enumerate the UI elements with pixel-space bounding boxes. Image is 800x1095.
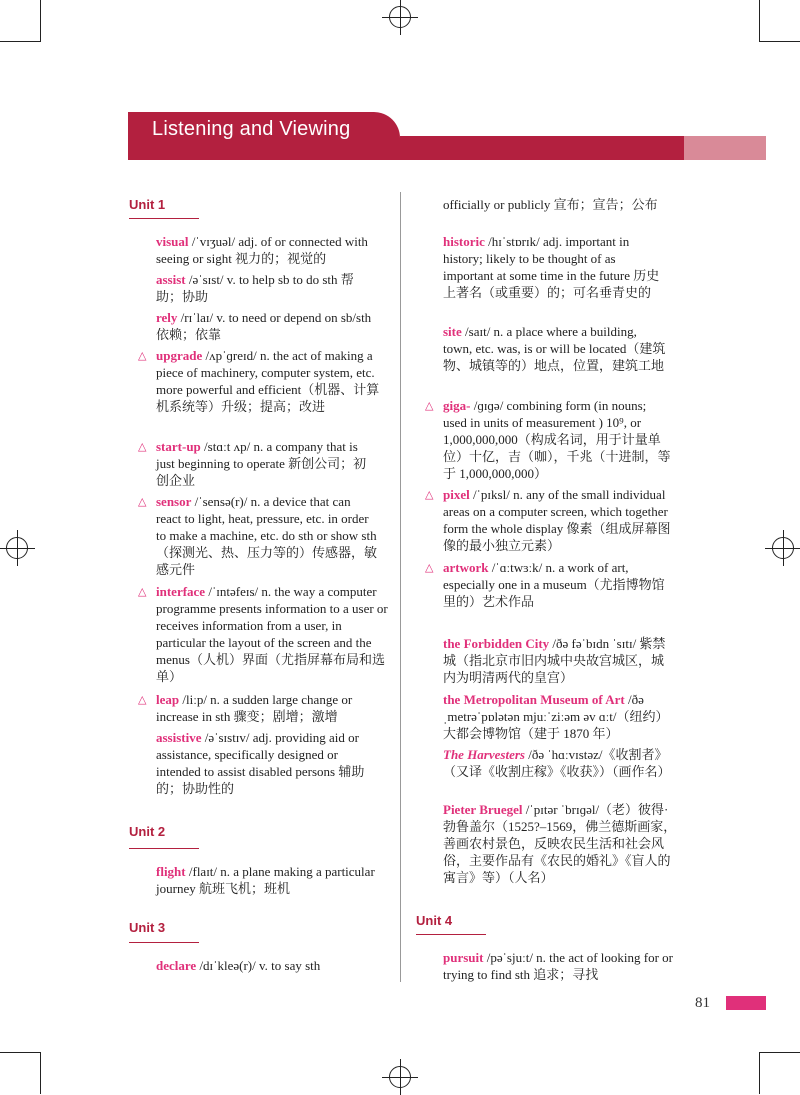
section-title: Listening and Viewing — [152, 118, 351, 140]
headword: upgrade — [156, 348, 203, 363]
headword: assistive — [156, 730, 202, 745]
registration-mark-icon — [389, 6, 411, 28]
unit-underline — [416, 934, 486, 935]
unit-underline — [129, 942, 199, 943]
definition: /ɡɪɡə/ combining form (in nouns; used in units of measurement ) 10⁹, or 1,000,000,000（构成名词，用于计量单位）十亿，吉（咖），千兆（十进制，等于 1,000,000,000） — [443, 398, 671, 481]
vocab-entry-harvesters — [443, 746, 677, 780]
vocab-entry-visual — [156, 233, 378, 267]
definition: /liːp/ n. a sudden large change or increase in sth 骤变；剧增；激增 — [156, 692, 353, 724]
definition: /ˈvɪʒuəl/ adj. of or connected with seeing or sight 视力的；视觉的 — [156, 234, 368, 266]
definition: /ˈɪntəfeɪs/ n. the way a computer programme presents information to a user or receives information from a user, in particular the layout of the screen and the menus（人机）界面（尤指屏幕布局和选单） — [156, 584, 388, 684]
crop-mark — [0, 41, 40, 42]
unit-underline — [129, 218, 199, 219]
vocab-entry-flight — [156, 863, 378, 897]
triangle-marker-icon: △ — [138, 693, 147, 706]
headword: visual — [156, 234, 189, 249]
triangle-marker-icon: △ — [425, 399, 434, 412]
definition: /ðə ˈhɑːvɪstəz/《收割者》（又译《收割庄稼》《收获》）（画作名） — [443, 747, 671, 779]
definition: /ˈsensə(r)/ n. a device that can react to light, heat, pressure, etc. in order to make a machine, etc. do sth or show sth（探测光、热、压力等的）传感器，敏感元件 — [156, 494, 378, 577]
banner-bar — [400, 136, 684, 160]
crop-mark — [759, 0, 760, 42]
column-divider — [400, 192, 401, 982]
unit-heading: Unit 1 — [129, 197, 166, 212]
headword: flight — [156, 864, 186, 879]
headword: artwork — [443, 560, 489, 575]
crop-mark — [760, 1052, 800, 1053]
headword: rely — [156, 310, 178, 325]
crop-mark — [40, 1052, 41, 1094]
unit-heading: Unit 4 — [416, 913, 453, 928]
vocab-entry-assist — [156, 271, 378, 305]
definition: /ðə fəˈbɪdn ˈsɪtɪ/ 紫禁城（指北京市旧内城中央故宫城区，城内为明清两代的皇宫） — [443, 636, 666, 685]
vocab-entry-upgrade — [156, 347, 386, 415]
vocab-entry-rely — [156, 309, 378, 343]
definition: /rɪˈlaɪ/ v. to need or depend on sb/sth 依赖；依靠 — [156, 310, 372, 342]
headword: leap — [156, 692, 180, 707]
definition: /ˈpɪtər ˈbrɪɡəl/（老）彼得·勃鲁盖尔（1525?–1569，佛兰德斯画家，善画农村景色，反映农民生活和社会风俗，主要作品有《农民的婚礼》《盲人的寓言》等）（人名） — [443, 802, 677, 885]
vocab-entry-declare-cont — [443, 196, 667, 213]
banner-bar-light — [684, 136, 766, 160]
vocab-entry-sensor — [156, 493, 378, 578]
headword: start-up — [156, 439, 201, 454]
vocab-entry-historic — [443, 233, 667, 301]
headword: sensor — [156, 494, 192, 509]
definition: /əˈsɪstɪv/ adj. providing aid or assistance, specifically designed or intended to assist disabled persons 辅助的；协助性的 — [156, 730, 365, 796]
definition: /pəˈsjuːt/ n. the act of looking for or trying to find sth 追求；寻找 — [443, 950, 674, 982]
vocab-entry-leap — [156, 691, 378, 725]
unit-underline — [129, 848, 199, 849]
crop-mark — [760, 41, 800, 42]
definition: /ʌpˈɡreɪd/ n. the act of making a piece of machinery, computer system, etc. more powerful and efficient（机器、计算机系统等）升级；提高；改进 — [156, 348, 380, 414]
vocab-entry-metropolitan-museum — [443, 691, 675, 742]
definition: /əˈsɪst/ v. to help sb to do sth 帮助；协助 — [156, 272, 354, 304]
registration-mark-icon — [772, 537, 794, 559]
definition: /ðə ˌmetrəˈpɒlətən mjuːˈziːəm əv ɑːt/（纽约）大都会博物馆（建于 1870 年） — [443, 692, 669, 741]
vocab-entry-assistive — [156, 729, 378, 797]
definition: /hɪˈstɒrɪk/ adj. important in history; likely to be thought of as important at some time in the future 历史上著名（或重要）的；可名垂青史的 — [443, 234, 660, 300]
headword: assist — [156, 272, 186, 287]
registration-mark-icon — [6, 537, 28, 559]
triangle-marker-icon: △ — [138, 440, 147, 453]
triangle-marker-icon: △ — [425, 488, 434, 501]
vocab-entry-artwork — [443, 559, 667, 610]
headword: pixel — [443, 487, 470, 502]
crop-mark — [40, 0, 41, 42]
unit-heading: Unit 3 — [129, 920, 166, 935]
vocab-entry-declare — [156, 957, 386, 974]
headword: pursuit — [443, 950, 484, 965]
crop-mark — [759, 1052, 760, 1094]
definition: officially or publicly 宣布；宣告；公布 — [443, 197, 658, 212]
triangle-marker-icon: △ — [138, 349, 147, 362]
headword: the Metropolitan Museum of Art — [443, 692, 625, 707]
definition: /ˈpɪksl/ n. any of the small individual areas on a computer screen, which together form the whole display 像素（组成屏幕图像的最小独立元素） — [443, 487, 671, 553]
vocab-entry-forbidden-city — [443, 635, 673, 686]
registration-mark-icon — [389, 1066, 411, 1088]
vocab-entry-site — [443, 323, 667, 374]
vocab-entry-interface — [156, 583, 388, 685]
headword: interface — [156, 584, 206, 599]
crop-mark — [0, 1052, 40, 1053]
definition: /flaɪt/ n. a plane making a particular journey 航班飞机；班机 — [156, 864, 375, 896]
unit-heading: Unit 2 — [129, 824, 166, 839]
headword: historic — [443, 234, 485, 249]
triangle-marker-icon: △ — [138, 585, 147, 598]
vocab-entry-start-up — [156, 438, 378, 489]
triangle-marker-icon: △ — [138, 495, 147, 508]
page-number: 81 — [695, 995, 710, 1011]
page-number-bar — [726, 996, 766, 1010]
vocab-entry-giga — [443, 397, 673, 482]
headword: declare — [156, 958, 197, 973]
definition: /dɪˈkleə(r)/ v. to say sth — [196, 958, 321, 973]
definition: /stɑːt ʌp/ n. a company that is just beginning to operate 新创公司；初创企业 — [156, 439, 367, 488]
vocab-entry-pixel — [443, 486, 679, 554]
headword: site — [443, 324, 462, 339]
vocab-entry-pieter-bruegel — [443, 801, 679, 886]
triangle-marker-icon: △ — [425, 561, 434, 574]
headword: The Harvesters — [443, 747, 525, 762]
definition: /saɪt/ n. a place where a building, town, etc. was, is or will be located（建筑物、城镇等的）地点，位置，建筑工地 — [443, 324, 666, 373]
headword: giga- — [443, 398, 471, 413]
headword: the Forbidden City — [443, 636, 550, 651]
headword: Pieter Bruegel — [443, 802, 523, 817]
vocab-entry-pursuit — [443, 949, 673, 983]
definition: /ˈɑːtwɜːk/ n. a work of art, especially one in a museum（尤指博物馆里的）艺术作品 — [443, 560, 665, 609]
